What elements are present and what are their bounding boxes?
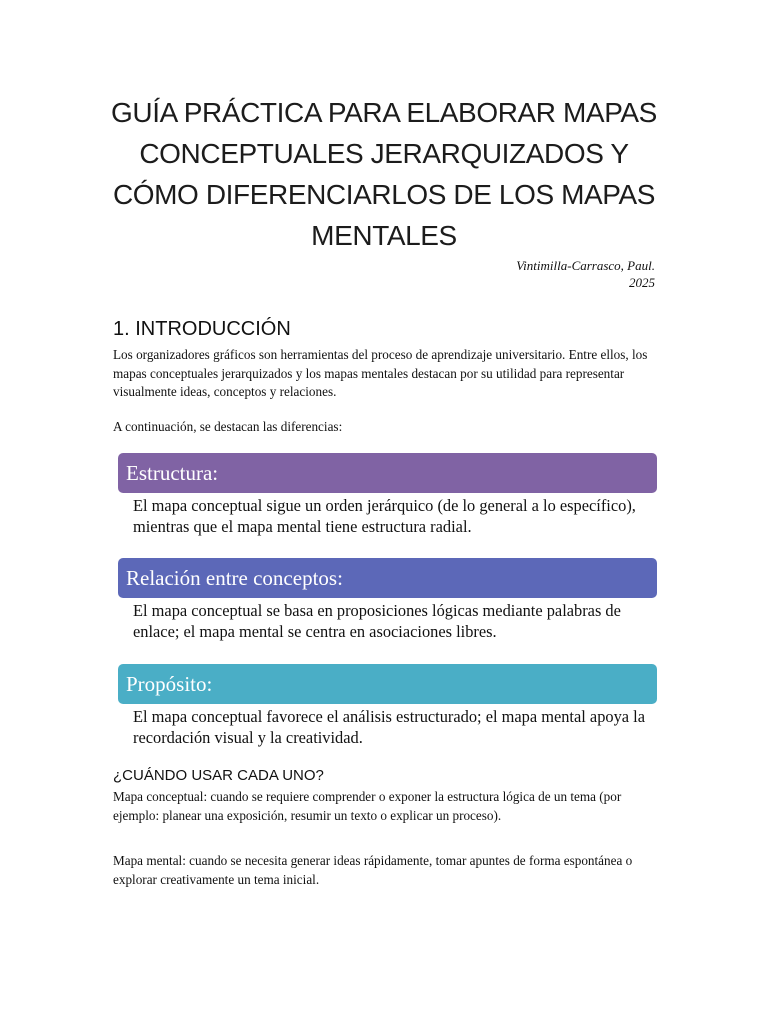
difference-heading-structure: Estructura: [118,453,657,493]
intro-lead-in: A continuación, se destacan las diferencias: [113,419,343,434]
intro-paragraph: Los organizadores gráficos son herramientas del proceso de aprendizaje universitario. Entre ellos, los mapas conceptuales jerarquizados y los mapas mentales destacan por su utilidad para representar visualmente ideas, conceptos y relaciones. [113,347,648,399]
usage-mind-map: Mapa mental: cuando se necesita generar ideas rápidamente, tomar apuntes de forma espontánea o explorar creativamente un tema inicial. [113,853,633,887]
intro-heading: 1. INTRODUCCIÓN [113,318,291,340]
author-name: Vintimilla-Carrasco, Paul. [516,258,655,273]
document-title: GUÍA PRÁCTICA PARA ELABORAR MAPAS CONCEPTUALES JERARQUIZADOS Y CÓMO DIFERENCIARLOS DE LOS MAPAS MENTALES [111,97,657,251]
difference-text-purpose: El mapa conceptual favorece el análisis estructurado; el mapa mental apoya la recordación visual y la creatividad. [133,707,645,747]
publication-year: 2025 [629,275,655,290]
author-block [516,257,655,291]
difference-text-relations: El mapa conceptual se basa en proposiciones lógicas mediante palabras de enlace; el mapa mental se centra en asociaciones libres. [133,601,621,641]
difference-heading-relations: Relación entre conceptos: [118,558,657,598]
difference-text-structure: El mapa conceptual sigue un orden jerárquico (de lo general a lo específico), mientras que el mapa mental tiene estructura radial. [133,496,636,536]
difference-heading-purpose: Propósito: [118,664,657,704]
usage-concept-map: Mapa conceptual: cuando se requiere comprender o exponer la estructura lógica de un tema (por ejemplo: planear una exposición, resumir un texto o explicar un proceso). [113,789,622,823]
usage-heading: ¿CUÁNDO USAR CADA UNO? [113,767,324,784]
